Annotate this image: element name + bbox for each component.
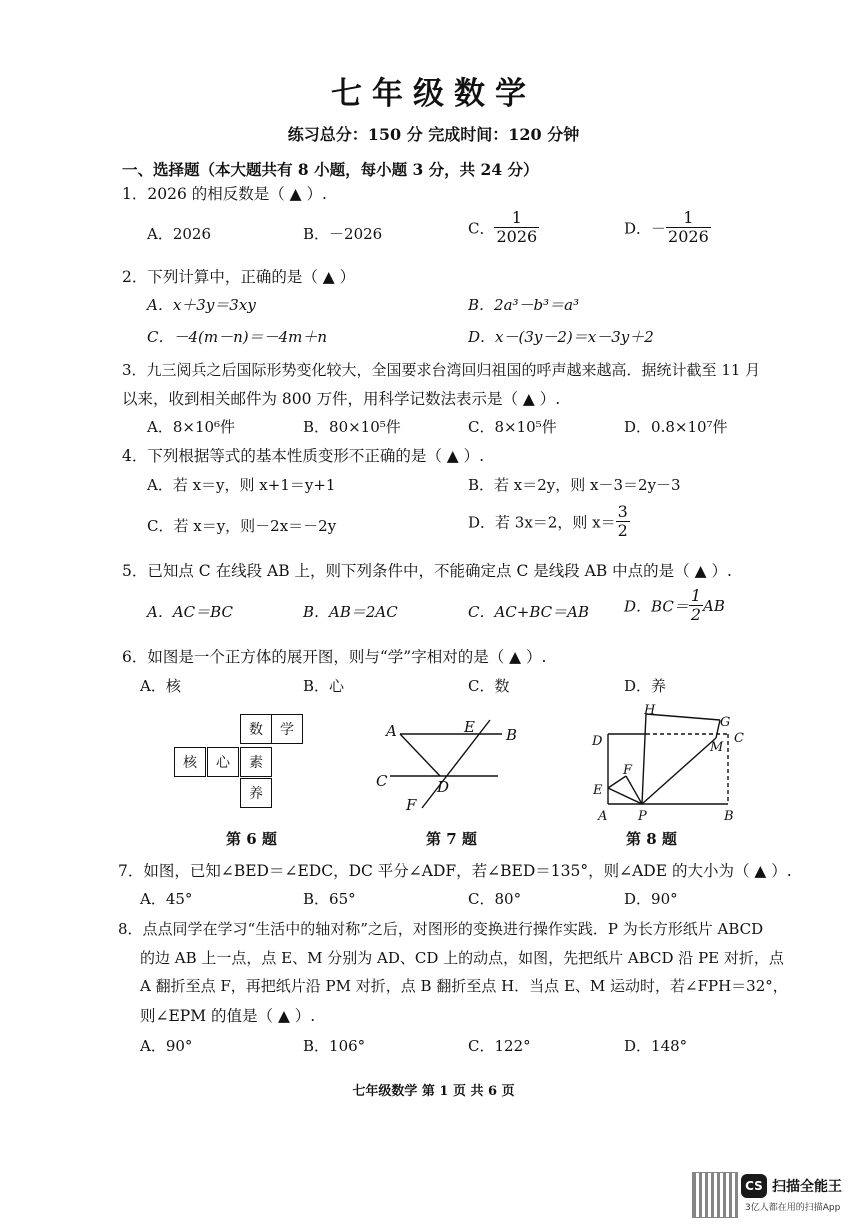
camscanner-logo-icon: CS	[741, 1174, 767, 1198]
q4-option-a: A．若 x＝y，则 x+1＝y+1	[147, 476, 336, 494]
label-A: A	[598, 809, 608, 824]
net-cell-yang: 养	[240, 778, 272, 808]
figure-7-diagram	[370, 712, 530, 818]
q2-option-c: C．－4(m－n)＝－4m＋n	[147, 328, 328, 346]
q1-option-a: A．2026	[147, 225, 212, 243]
segment-HG	[646, 714, 720, 720]
section-heading: 一、选择题（本大题共有 8 小题，每小题 3 分，共 24 分）	[122, 160, 539, 179]
figure-7-caption: 第 7 题	[426, 830, 477, 848]
q3-stem-line1: 3．九三阅兵之后国际形势变化较大，全国要求台湾回归祖国的呼声越来越高．据统计截至 11 月	[122, 361, 761, 379]
exam-meta: 练习总分：150 分 完成时间：120 分钟	[287, 125, 580, 144]
q2-option-b: B．2a³－b³＝a³	[468, 296, 580, 314]
segment-PH	[642, 714, 646, 804]
q2-option-a: A．x＋3y＝3xy	[147, 296, 256, 314]
q6-option-d: D．养	[624, 677, 667, 695]
label-B: B	[506, 726, 518, 744]
q6-stem: 6．如图是一个正方体的展开图，则与“学”字相对的是（ ▲ ）.	[122, 648, 547, 666]
q5-option-a: A．AC＝BC	[147, 603, 233, 621]
watermark-name: 扫描全能王	[772, 1179, 842, 1195]
label-D: D	[592, 734, 603, 749]
net-cell-xue: 学	[271, 714, 303, 744]
q5-option-c: C．AC+BC＝AB	[468, 603, 589, 621]
net-cell-shu: 数	[240, 714, 272, 744]
q6-option-c: C．数	[468, 677, 510, 695]
q8-stem-line2: 的边 AB 上一点，点 E、M 分别为 AD、CD 上的动点，如图，先把纸片 ABCD 沿 PE 对折，点	[140, 949, 784, 967]
label-P: P	[638, 809, 647, 824]
q7-option-d: D．90°	[624, 890, 678, 908]
q7-option-c: C．80°	[468, 890, 522, 908]
q1-option-b: B．－2026	[303, 225, 383, 243]
q3-option-b: B．80×10⁵件	[303, 418, 401, 436]
q8-stem-line1: 8．点点同学在学习“生活中的轴对称”之后，对图形的变换进行操作实践．P 为长方形纸片 ABCD	[118, 920, 764, 938]
q2-option-d: D．x－(3y－2)＝x－3y＋2	[468, 328, 654, 346]
label-C: C	[734, 731, 744, 746]
line-EF	[422, 720, 490, 808]
q8-option-d: D．148°	[624, 1037, 688, 1055]
page-footer: 七年级数学 第 1 页 共 6 页	[352, 1084, 515, 1099]
q7-stem: 7．如图，已知∠BED＝∠EDC，DC 平分∠ADF，若∠BED＝135°，则∠ADE 的大小为（ ▲ ）.	[118, 862, 792, 880]
q7-option-b: B．65°	[303, 890, 356, 908]
net-cell-he: 核	[174, 747, 206, 777]
label-M: M	[710, 740, 724, 755]
net-cell-su: 素	[240, 747, 272, 777]
q7-option-a: A．45°	[140, 890, 193, 908]
q8-stem-line4: 则∠EPM 的值是（ ▲ ）.	[140, 1007, 316, 1025]
label-A: A	[386, 722, 397, 740]
q8-stem-line3: A 翻折至点 F，再把纸片沿 PM 对折，点 B 翻折至点 H．当点 E、M 运动时，若∠FPH＝32°，	[140, 977, 788, 995]
q3-option-c: C．8×10⁵件	[468, 418, 557, 436]
q6-option-a: A．核	[140, 677, 181, 695]
segment-AD	[400, 734, 440, 776]
figure-6-caption: 第 6 题	[226, 830, 277, 848]
q3-option-a: A．8×10⁶件	[147, 418, 236, 436]
figure-8-diagram	[590, 704, 755, 824]
q4-option-c: C．若 x＝y，则－2x＝－2y	[147, 517, 337, 535]
q8-option-b: B．106°	[303, 1037, 366, 1055]
q6-option-b: B．心	[303, 677, 345, 695]
q5-stem: 5．已知点 C 在线段 AB 上，则下列条件中，不能确定点 C 是线段 AB 中点的是（ ▲ ）.	[122, 562, 732, 580]
q5-option-d: D．BC＝ $\frac{1}{2}$ AB	[624, 586, 725, 624]
q3-stem-line2: 以来，收到相关邮件为 800 万件，用科学记数法表示是（ ▲ ）.	[122, 390, 561, 408]
segment-PM	[642, 738, 716, 804]
label-E: E	[464, 718, 475, 736]
qr-code-icon	[692, 1172, 738, 1218]
figure-8-caption: 第 8 题	[626, 830, 677, 848]
q4-option-b: B．若 x＝2y，则 x－3＝2y－3	[468, 476, 681, 494]
net-cell-xin: 心	[207, 747, 239, 777]
label-E: E	[593, 783, 603, 798]
q1-stem: 1．2026 的相反数是（ ▲ ）.	[122, 185, 327, 203]
q1-option-d: D．－ $\frac{1}{2026}$	[624, 208, 709, 246]
label-H: H	[644, 704, 656, 718]
watermark-tagline: 3亿人都在用的扫描App	[745, 1203, 841, 1213]
label-D: D	[437, 778, 450, 796]
label-F: F	[623, 763, 633, 778]
label-G: G	[720, 715, 731, 730]
q1-option-c: C． $\frac{1}{2026}$	[468, 208, 538, 246]
q5-option-b: B．AB＝2AC	[303, 603, 398, 621]
q3-option-d: D．0.8×10⁷件	[624, 418, 728, 436]
label-F: F	[406, 796, 417, 814]
q8-option-a: A．90°	[140, 1037, 193, 1055]
page-title: 七年级数学	[331, 76, 536, 112]
q4-stem: 4．下列根据等式的基本性质变形不正确的是（ ▲ ）.	[122, 447, 485, 465]
label-C: C	[376, 772, 388, 790]
q2-stem: 2．下列计算中，正确的是（ ▲ ）	[122, 268, 356, 286]
q4-option-d: D．若 3x＝2，则 x＝ $\frac{3}{2}$	[468, 502, 628, 540]
q8-option-c: C．122°	[468, 1037, 531, 1055]
label-B: B	[724, 809, 734, 824]
